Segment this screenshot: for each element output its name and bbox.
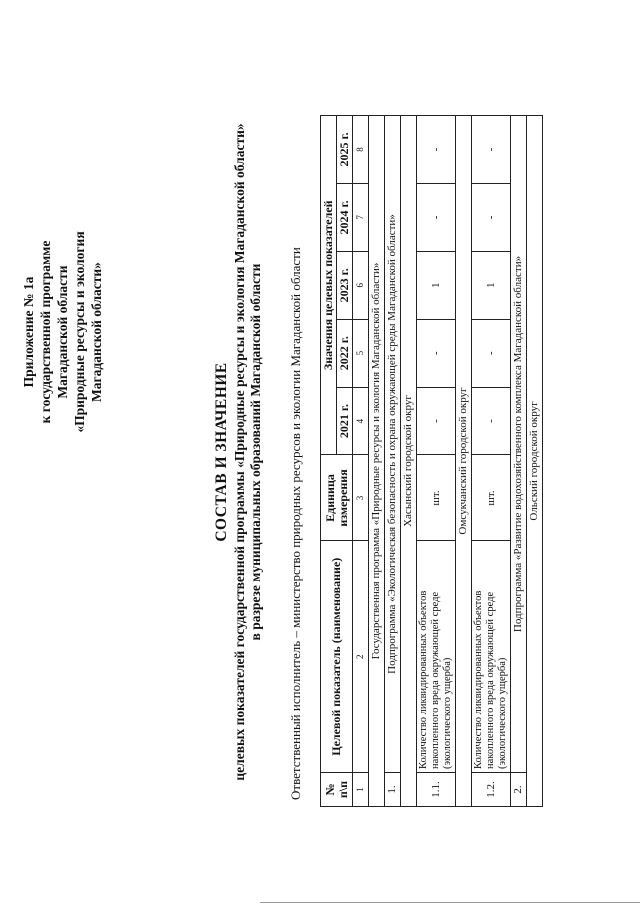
- header-unit: Единица измерения: [321, 455, 353, 541]
- header-year: 2021 г.: [337, 387, 353, 455]
- value-cell: -: [472, 387, 511, 455]
- row-num: 1.2.: [472, 773, 511, 807]
- value-cell: -: [417, 116, 456, 184]
- column-number: 3: [353, 455, 369, 541]
- appendix-line-5: Магаданской области»: [89, 262, 104, 402]
- subprogram-name: Подпрограмма «Экологическая безопасность и охрана окружающей среды Магаданской области»: [385, 116, 401, 773]
- subprogram-row: [511, 116, 527, 807]
- header-indicator: Целевой показатель (наименование): [321, 541, 353, 773]
- value-cell: -: [472, 319, 511, 387]
- indicators-table: [320, 115, 543, 807]
- scan-edge-line: [260, 902, 640, 903]
- subprogram-name: Подпрограмма «Развитие водохозяйственного комплекса Магаданской области»: [511, 116, 527, 773]
- appendix-line-2: к государственной программе: [38, 240, 53, 424]
- value-cell: -: [417, 183, 456, 251]
- district-name: Хасынский городской округ: [401, 116, 417, 807]
- value-cell: -: [472, 183, 511, 251]
- column-number: 5: [353, 319, 369, 387]
- column-number: 6: [353, 251, 369, 319]
- column-number: 8: [353, 116, 369, 184]
- row-num: 1.1.: [417, 773, 456, 807]
- subprogram-num: 2.: [511, 773, 527, 807]
- value-cell: 1: [472, 251, 511, 319]
- column-number: 1: [353, 773, 369, 807]
- appendix-line-4: «Природные ресурсы и экология: [72, 231, 87, 433]
- indicator-row: [417, 116, 456, 807]
- column-numbers-row: [353, 116, 369, 807]
- value-cell: 1: [417, 251, 456, 319]
- responsible-executor: Ответственный исполнитель – министерство природных ресурсов и экологии Магаданской области: [288, 247, 303, 800]
- value-cell: -: [417, 387, 456, 455]
- document-title: [212, 52, 264, 852]
- unit-cell: шт.: [472, 455, 511, 541]
- district-name: Ольский городской округ: [527, 116, 543, 807]
- district-row: [527, 116, 543, 807]
- district-name: Омсукчанский городской округ: [456, 116, 472, 807]
- title-line-3: в разрезе муниципальных образований Магаданской области: [248, 263, 263, 641]
- district-row: [401, 116, 417, 807]
- subprogram-num: 1.: [385, 773, 401, 807]
- title-main: СОСТАВ И ЗНАЧЕНИЕ: [213, 362, 230, 542]
- column-number: 2: [353, 541, 369, 773]
- rotated-sheet: [20, 52, 620, 852]
- program-name: Государственная программа «Природные ресурсы и экология Магаданской области»: [369, 116, 385, 807]
- header-year: 2022 г.: [337, 319, 353, 387]
- appendix-line-1: Приложение № 1а: [21, 276, 36, 388]
- indicator-row: [472, 116, 511, 807]
- subprogram-row: [385, 116, 401, 807]
- indicator-name: Количество ликвидированных объектов накопленного вреда окружающей среде (экологического ущерба): [417, 541, 456, 773]
- header-num: № п\п: [321, 773, 353, 807]
- column-number: 7: [353, 183, 369, 251]
- header-year: 2025 г.: [337, 116, 353, 184]
- column-number: 4: [353, 387, 369, 455]
- unit-cell: шт.: [417, 455, 456, 541]
- title-line-2: целевых показателей государственной программы «Природные ресурсы и экология Магаданской области»: [232, 123, 247, 781]
- header-values-group: Значения целевых показателей: [321, 116, 337, 456]
- appendix-line-3: Магаданской области: [55, 265, 70, 399]
- program-row: [369, 116, 385, 807]
- appendix-header: [20, 202, 105, 462]
- indicator-name: Количество ликвидированных объектов накопленного вреда окружающей среде (экологического ущерба): [472, 541, 511, 773]
- header-year: 2024 г.: [337, 183, 353, 251]
- header-year: 2023 г.: [337, 251, 353, 319]
- value-cell: -: [472, 116, 511, 184]
- district-row: [456, 116, 472, 807]
- table-header-row: [321, 116, 337, 807]
- value-cell: -: [417, 319, 456, 387]
